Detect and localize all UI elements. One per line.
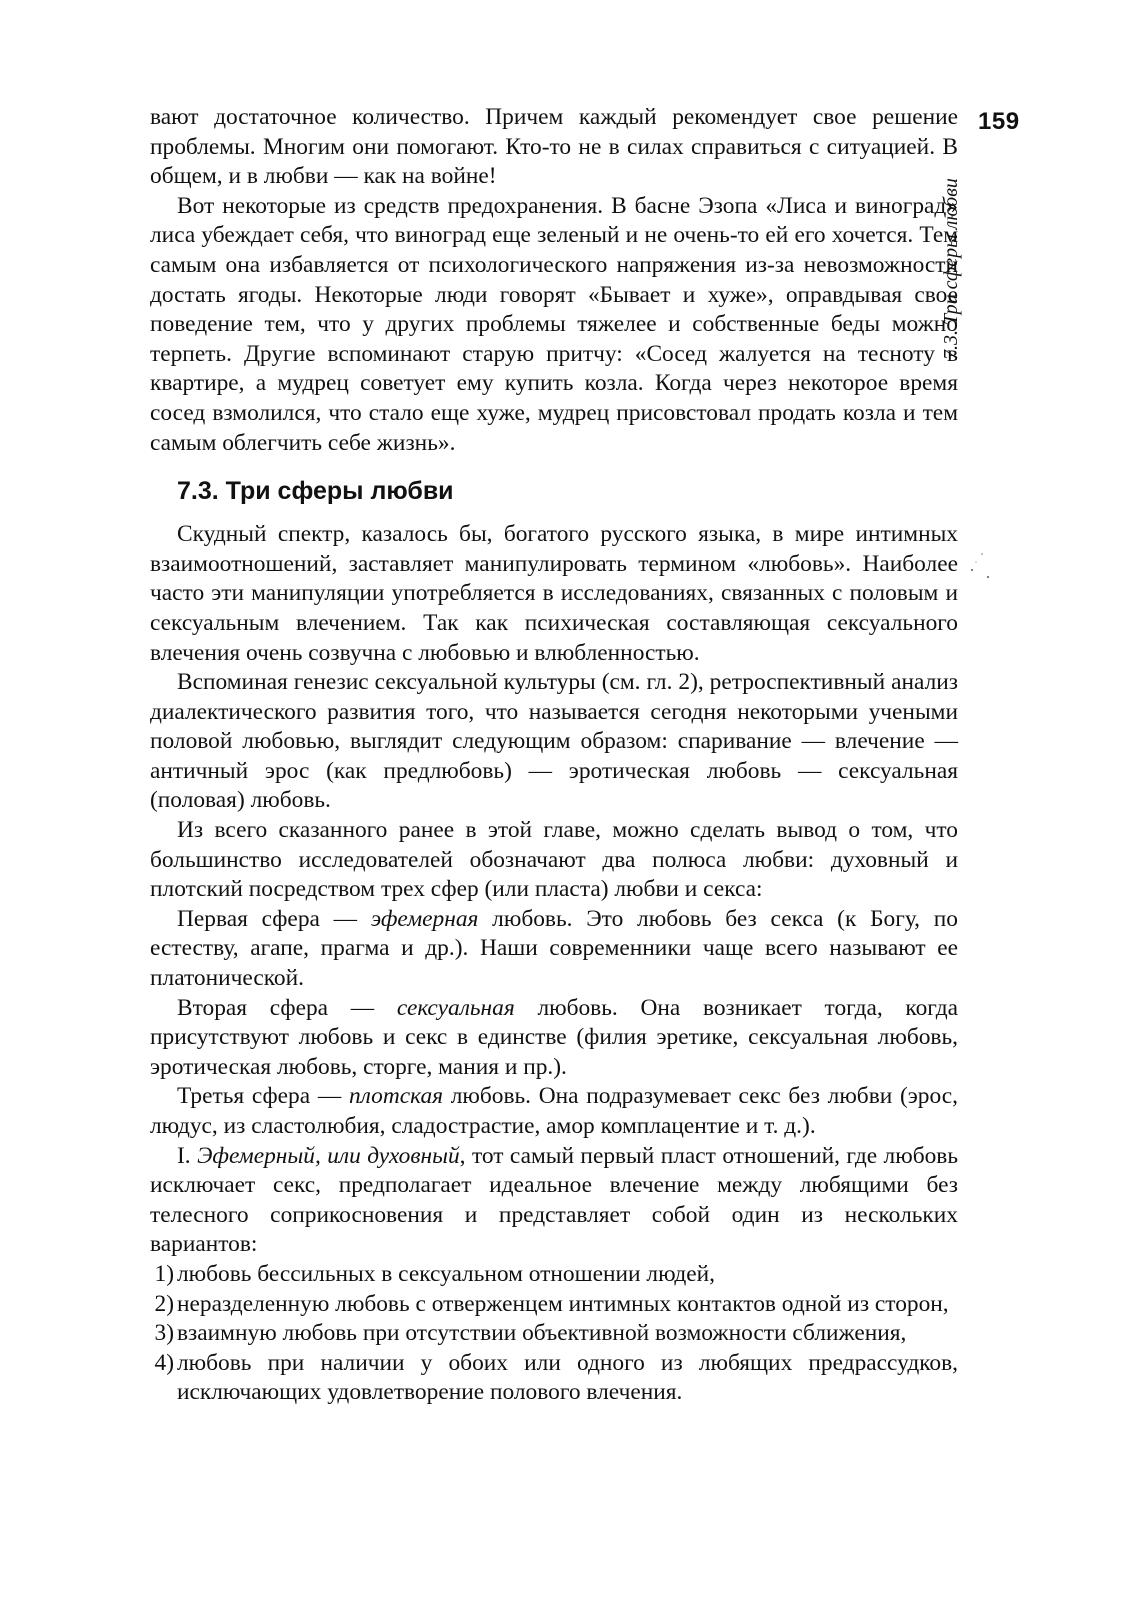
sphere-lead: Первая сфера —: [177, 905, 371, 932]
page-number: 159: [978, 108, 1020, 135]
sphere-term: эфемерная: [370, 905, 479, 932]
list-number: 2): [154, 1290, 174, 1317]
list-item: [150, 1349, 958, 1408]
paragraph: Вот некоторые из средств предохранения. В басне Эзопа «Лиса и виноград» лиса убеждает себя, что виноград еще зеленый и не очень-то ей его хочется. Тем самым она избавляется от психологического напряжения из-за невозможности достать ягоды. Некоторые люди говорят «Бывает и хуже», оправдывая свое поведение тем, что у других проблемы тяжелее и собственные беды можно терпеть. Другие вспоминают старую притчу: «Сосед жалуется на тесноту в квартире, а мудрец советует ему купить козла. Когда через некоторое время сосед взмолился, что стало еще хуже, мудрец присовстовал продать козла и тем самым облегчить себе жизнь».: [150, 192, 958, 456]
list-text: любовь бессильных в сексуальном отношении людей,: [177, 1260, 716, 1287]
list-text: любовь при наличии у обоих или одного из любящих предрассудков, исключающих удовлетворение полового влечения.: [177, 1349, 958, 1406]
paragraph: Из всего сказанного ранее в этой главе, можно сделать вывод о том, что большинство исследователей обозначают два полюса любви: духовный и плотский посредством трех сфер (или пласта) любви и секса:: [150, 817, 958, 903]
list-item: [150, 1319, 958, 1349]
sphere-lead: Третья сфера —: [177, 1083, 349, 1110]
paragraph: вают достаточное количество. Причем каждый рекомендует свое решение проблемы. Многим они помогают. Кто-то не в силах справиться с ситуацией. В общем, и в любви — как на войне!: [150, 104, 958, 190]
layer-term: Эфемерный, или духовный: [197, 1142, 460, 1169]
list-number: 3): [154, 1320, 174, 1347]
running-head: 7.3. Три сферы любви: [940, 178, 962, 360]
list-text: взаимную любовь при отсутствии объективной возможности сближения,: [177, 1320, 907, 1347]
paragraph: Вспоминая генезис сексуальной культуры (см. гл. 2), ретроспективный анализ диалектического развития того, что называется сегодня некоторыми учеными половой любовью, выглядит следующим образом: спаривание — влечение — античный эрос (как предлюбовь) — эротическая любовь — сексуальная (половая) любовь.: [150, 669, 958, 814]
page-body: [150, 103, 958, 1408]
sphere-text: любовь. Это любовь без секса (к Богу, по естеству, агапе, прагма и др.). Наши современники чаще всего называют ее платонической.: [150, 905, 958, 992]
sphere-paragraph: [150, 905, 958, 994]
variants-list: [150, 1260, 958, 1408]
layer-lead: I.: [177, 1142, 198, 1169]
list-text: неразделенную любовь с отверженцем интимных контактов одной из сторон,: [177, 1290, 949, 1317]
section-heading: 7.3. Три сферы любви: [177, 477, 454, 506]
sphere-text: любовь. Она подразумевает секс без любви (эрос, людус, из сластолюбия, сладострастие, амор комплацентие и т. д.).: [150, 1083, 958, 1139]
sphere-paragraph: [150, 994, 958, 1083]
layer-paragraph: [150, 1142, 958, 1260]
sphere-text: любовь. Она возникает тогда, когда присутствуют любовь и секс в единстве (филия эретике, сексуальная любовь, эротическая любовь, сторге, мания и пр.).: [150, 994, 959, 1080]
layer-text: , тот самый первый пласт отношений, где любовь исключает секс, предполагает идеальное влечение между любящими без телесного соприкосновения и представляет собой один из нескольких вариантов:: [150, 1142, 958, 1258]
sphere-lead: Вторая сфера —: [177, 994, 397, 1021]
scan-specks: [968, 550, 992, 580]
list-item: [150, 1290, 958, 1320]
list-number: 1): [154, 1260, 174, 1287]
paragraph: Скудный спектр, казалось бы, богатого русского языка, в мире интимных взаимоотношений, заставляет манипулировать термином «любовь». Наиболее часто эти манипуляции употребляется в исследованиях, связанных с половым и сексуальным влечением. Так как психическая составляющая сексуального влечения очень созвучна с любовью и влюбленностью.: [150, 521, 958, 666]
list-item: [150, 1260, 958, 1290]
sphere-term: плотская: [348, 1083, 444, 1110]
sphere-paragraph: [150, 1082, 958, 1141]
sphere-term: сексуальная: [396, 994, 515, 1021]
list-number: 4): [154, 1349, 174, 1376]
